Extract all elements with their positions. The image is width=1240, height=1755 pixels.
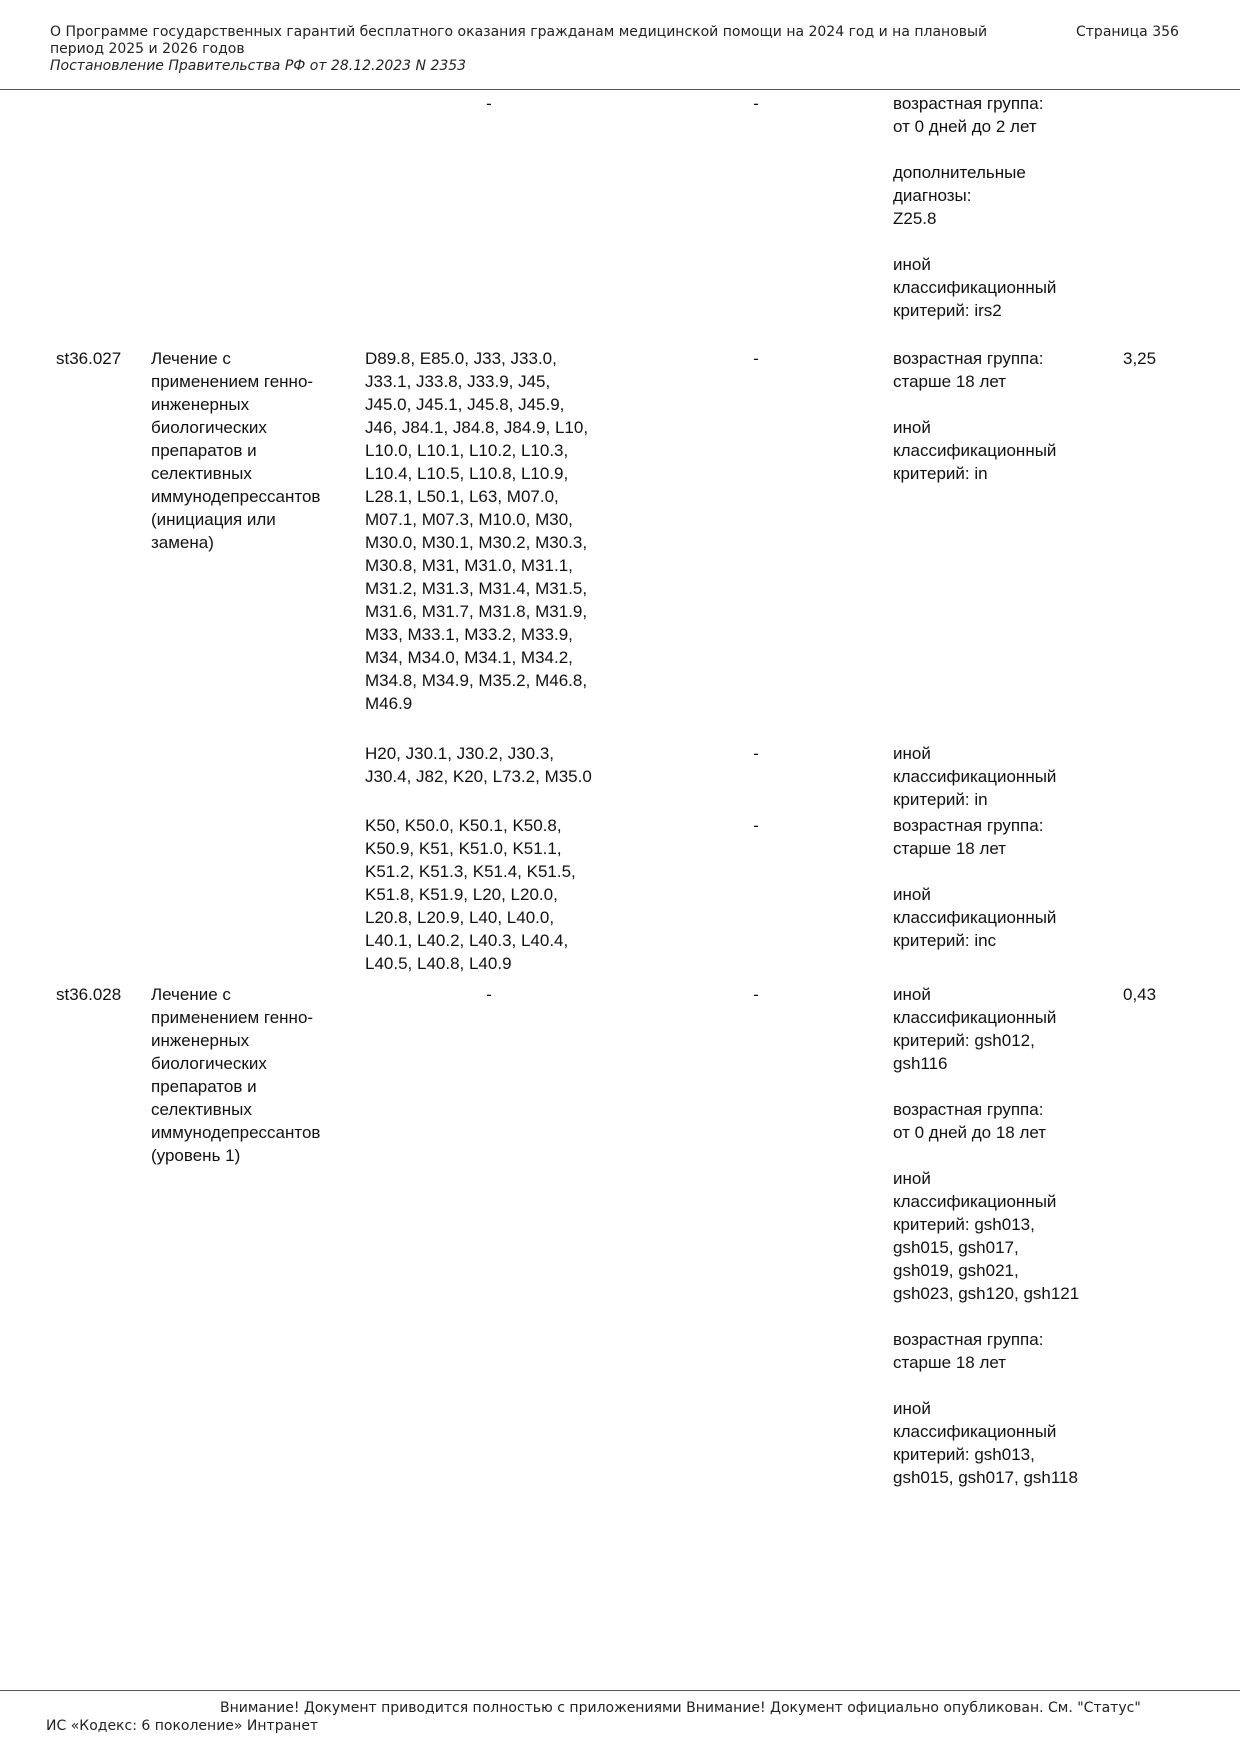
- procedures-cell: -: [753, 816, 759, 835]
- criteria-cell: возрастная группа: старше 18 лет иной классификационный критерий: inc: [893, 816, 1057, 950]
- diagnoses-cell: -: [486, 94, 492, 113]
- coefficient-cell: 3,25: [1123, 349, 1157, 368]
- footer-system: ИС «Кодекс: 6 поколение» Интранет: [46, 1718, 319, 1734]
- document-title: О Программе государственных гарантий бесплатного оказания гражданам медицинской помощи на 2024 год и на плановый период 2025 и 2026 годов: [50, 24, 988, 57]
- diagnoses-cell: H20, J30.1, J30.2, J30.3, J30.4, J82, K20, L73.2, M35.0: [365, 744, 592, 786]
- footer-notice: Внимание! Документ приводится полностью с приложениями Внимание! Документ официально опубликован. См. "Статус": [220, 1700, 1141, 1716]
- header-divider: [0, 89, 1240, 90]
- procedures-cell: -: [753, 744, 759, 763]
- code-cell: st36.027: [56, 349, 122, 368]
- diagnoses-cell: -: [486, 985, 492, 1004]
- criteria-cell: иной классификационный критерий: in: [893, 744, 1057, 809]
- page-number: Страница 356: [1076, 24, 1179, 40]
- code-cell: st36.028: [56, 985, 122, 1004]
- criteria-cell: иной классификационный критерий: gsh012, gsh116 возрастная группа: от 0 дней до 18 лет иной классификационный критерий: gsh013, gsh015, gsh017, gsh019, gsh021, gsh023, gsh120, gsh121 возрастная группа: старше 18 лет иной классификационный критерий: gsh013, gsh015, gsh017, gsh118: [893, 985, 1080, 1487]
- procedures-cell: -: [753, 94, 759, 113]
- procedures-cell: -: [753, 349, 759, 368]
- diagnoses-cell: K50, K50.0, K50.1, K50.8, K50.9, K51, K51.0, K51.1, K51.2, K51.3, K51.4, K51.5, K51.8, K51.9, L20, L20.0, L20.8, L20.9, L40, L40.0, L40.1, L40.2, L40.3, L40.4, L40.5, L40.8, L40.9: [365, 816, 576, 973]
- procedures-cell: -: [753, 985, 759, 1004]
- diagnoses-cell: D89.8, E85.0, J33, J33.0, J33.1, J33.8, J33.9, J45, J45.0, J45.1, J45.8, J45.9, J46, J84.1, J84.8, J84.9, L10, L10.0, L10.1, L10.2, L10.3, L10.4, L10.5, L10.8, L10.9, L28.1, L50.1, L63, M07.0, M07.1, M07.3, M10.0, M30, M30.0, M30.1, M30.2, M30.3, M30.8, M31, M31.0, M31.1, M31.2, M31.3, M31.4, M31.5, M31.6, M31.7, M31.8, M31.9, M33, M33.1, M33.2, M33.9, M34, M34.0, M34.1, M34.2, M34.8, M34.9, M35.2, M46.8, M46.9: [365, 349, 589, 713]
- coefficient-cell: 0,43: [1123, 985, 1157, 1004]
- document-header: [50, 24, 1030, 75]
- law-reference: Постановление Правительства РФ от 28.12.2023 N 2353: [50, 58, 467, 74]
- name-cell: Лечение с применением генно- инженерных биологических препаратов и селективных иммунодепрессантов (уровень 1): [151, 985, 321, 1165]
- criteria-cell: возрастная группа: старше 18 лет иной классификационный критерий: in: [893, 349, 1057, 483]
- criteria-cell: возрастная группа: от 0 дней до 2 лет дополнительные диагнозы: Z25.8 иной классификационный критерий: irs2: [893, 94, 1057, 320]
- name-cell: Лечение с применением генно- инженерных биологических препаратов и селективных иммунодепрессантов (инициация или замена): [151, 349, 321, 552]
- footer-divider: [0, 1690, 1240, 1691]
